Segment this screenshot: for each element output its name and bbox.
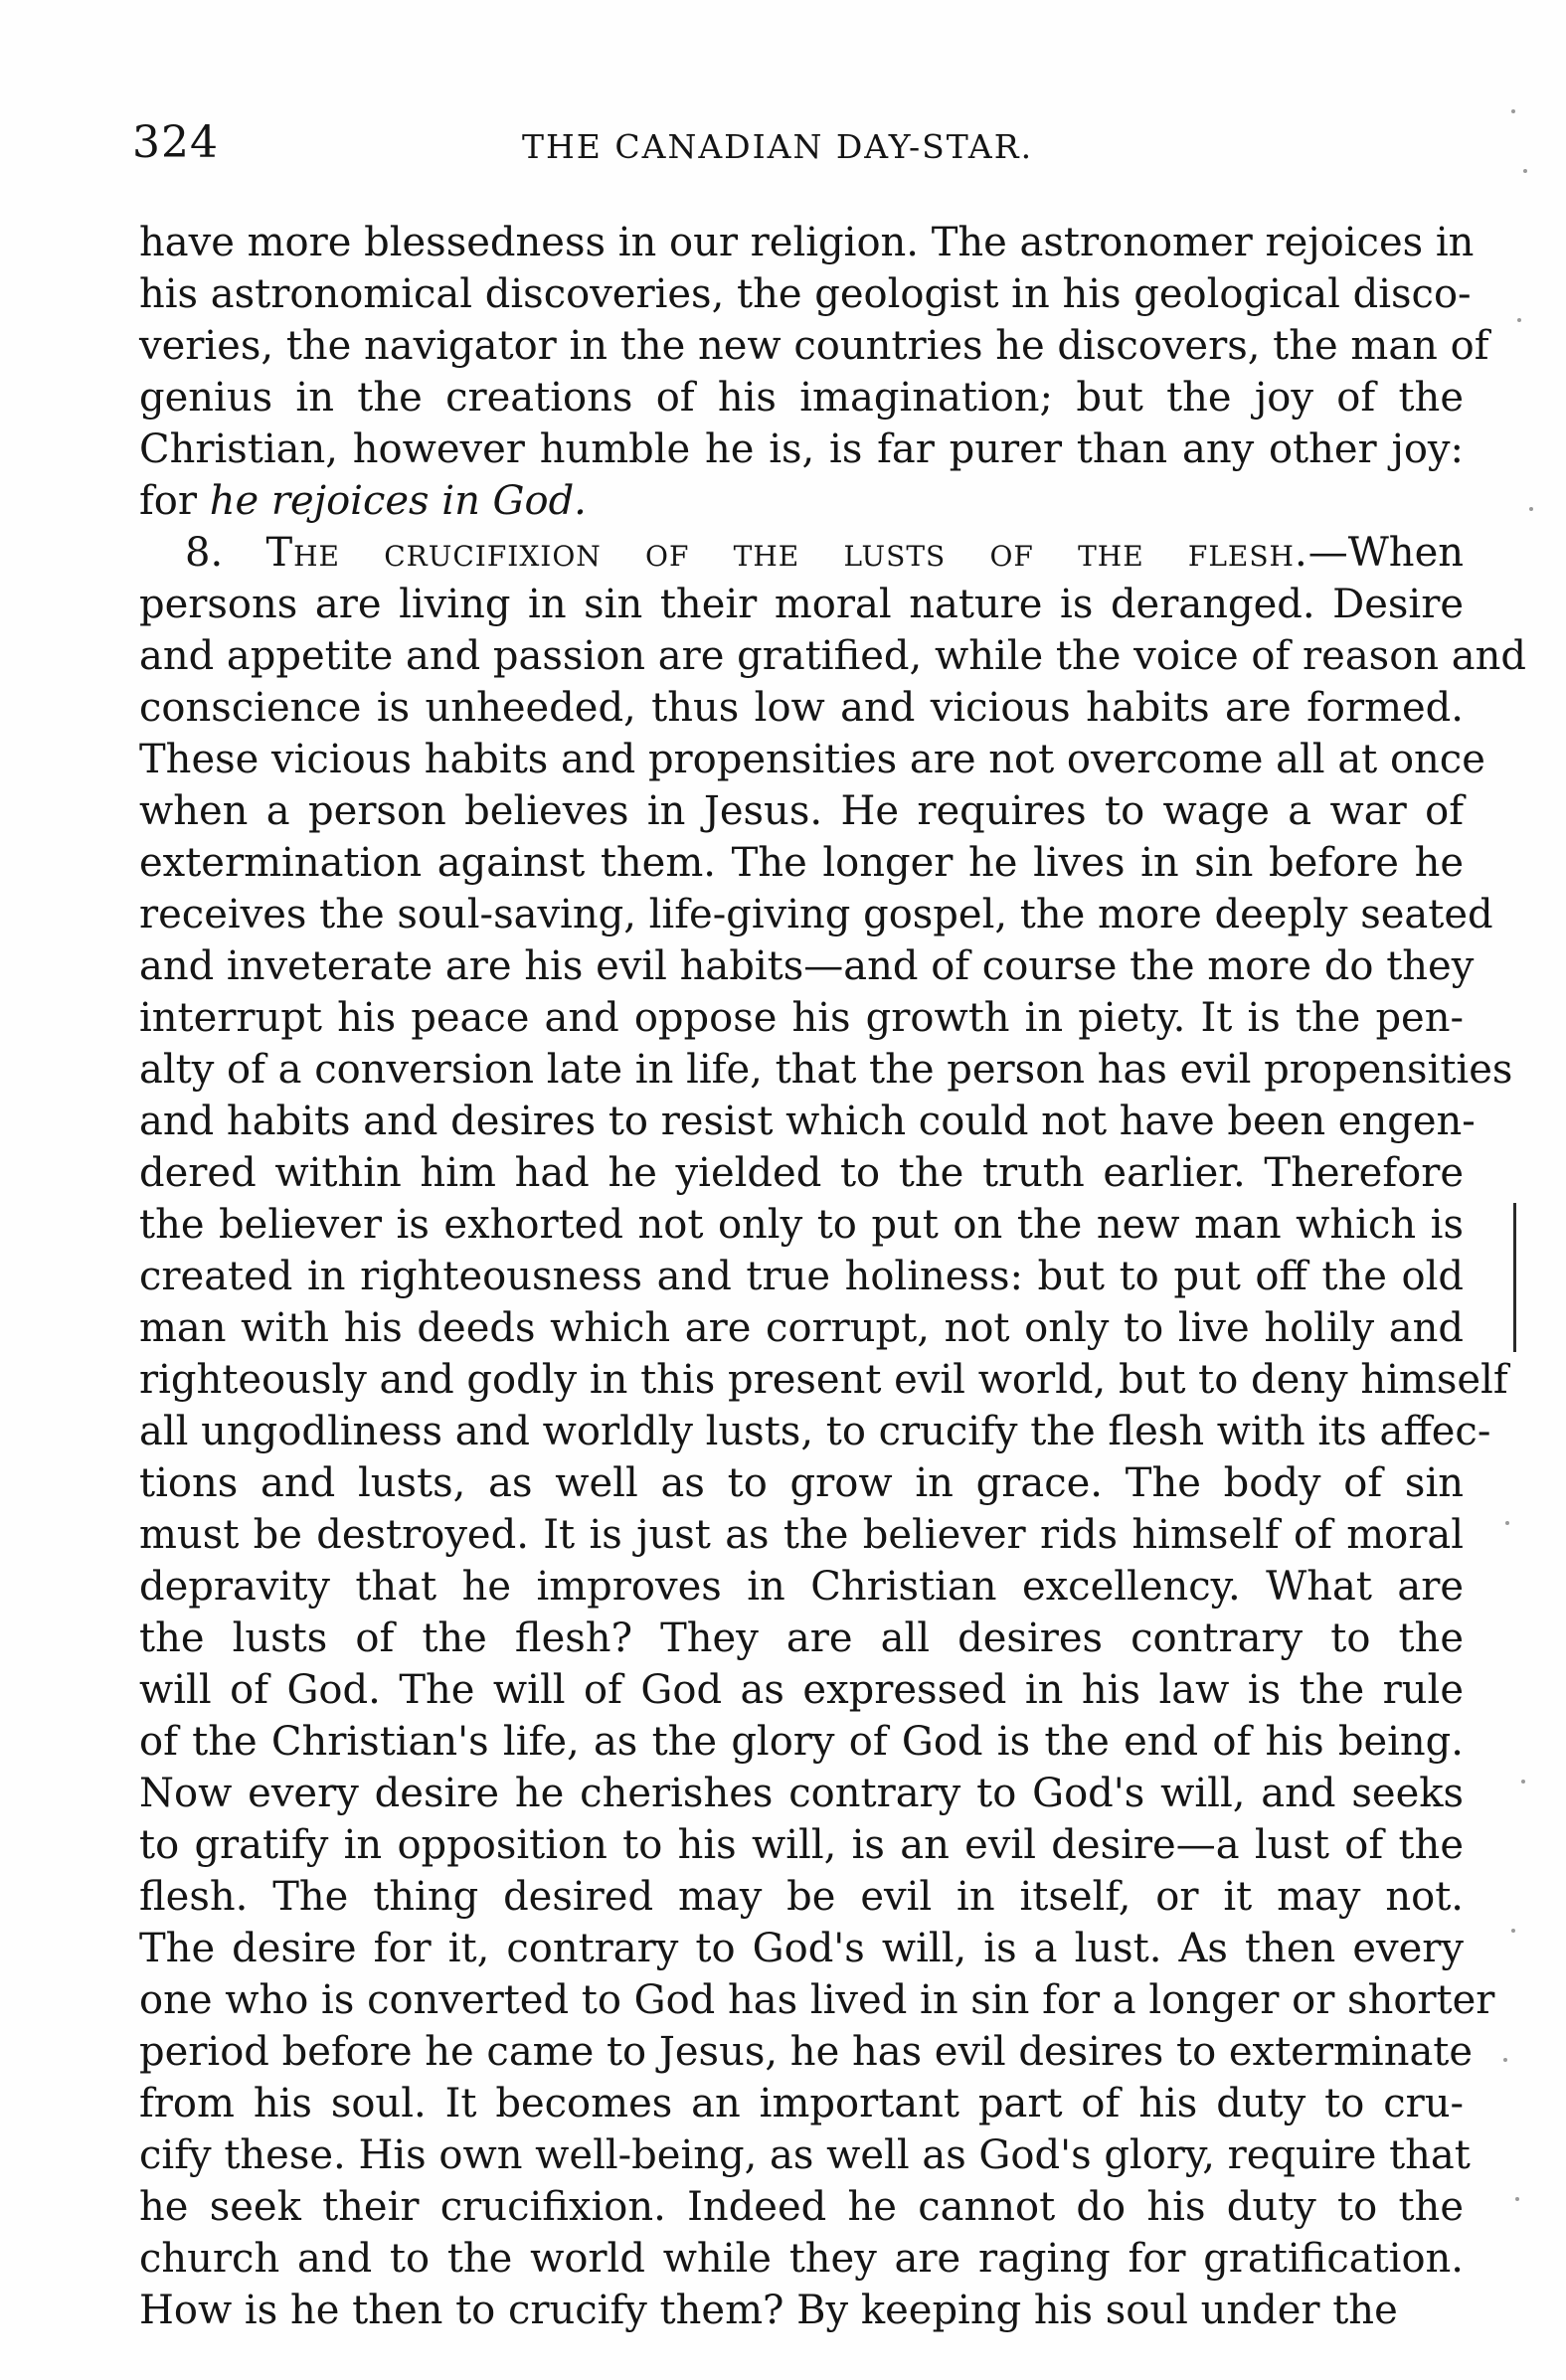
text-line: The desire for it, contrary to God's will, is a lust. As then every bbox=[139, 1926, 1464, 1971]
scan-speck bbox=[1503, 2058, 1507, 2062]
text-line: veries, the navigator in the new countries he discovers, the man of bbox=[139, 323, 1489, 369]
text-line: genius in the creations of his imagination; but the joy of the bbox=[139, 375, 1464, 421]
text-line: he seek their crucifixion. Indeed he cannot do his duty to the bbox=[139, 2184, 1464, 2230]
text-line: dered within him had he yielded to the truth earlier. Therefore bbox=[139, 1150, 1464, 1196]
text-line: all ungodliness and worldly lusts, to crucify the flesh with its affec- bbox=[139, 1409, 1491, 1454]
running-head: THE CANADIAN DAY-STAR. bbox=[522, 127, 1034, 166]
text-line: his astronomical discoveries, the geologist in his geological disco- bbox=[139, 271, 1472, 317]
scan-speck bbox=[1511, 109, 1515, 113]
margin-rule bbox=[1513, 1203, 1516, 1352]
text-line: persons are living in sin their moral nature is deranged. Desire bbox=[139, 582, 1464, 627]
text-line: interrupt his peace and oppose his growth in piety. It is the pen- bbox=[139, 995, 1464, 1041]
text-line: of the Christian's life, as the glory of God is the end of his being. bbox=[139, 1719, 1464, 1765]
text-line: tions and lusts, as well as to grow in grace. The body of sin bbox=[139, 1460, 1464, 1506]
text-line: created in righteousness and true holiness: but to put off the old bbox=[139, 1254, 1464, 1299]
text-line: period before he came to Jesus, he has evil desires to exterminate bbox=[139, 2029, 1474, 2075]
text-line: righteously and godly in this present evil world, but to deny himself bbox=[139, 1357, 1508, 1403]
scan-speck bbox=[1521, 1780, 1525, 1784]
text-line: and inveterate are his evil habits—and of course the more do they bbox=[139, 943, 1475, 989]
text-line: have more blessedness in our religion. The astronomer rejoices in bbox=[139, 220, 1475, 265]
text-line: when a person believes in Jesus. He requires to wage a war of bbox=[139, 788, 1464, 834]
text-line: one who is converted to God has lived in sin for a longer or shorter bbox=[139, 1977, 1495, 2023]
scan-speck bbox=[1505, 1521, 1509, 1525]
section-number: 8. bbox=[185, 530, 266, 576]
scan-edge-marks bbox=[1481, 89, 1551, 2277]
scan-speck bbox=[1523, 169, 1527, 173]
italic-phrase: he rejoices in God. bbox=[209, 478, 587, 524]
scan-speck bbox=[1517, 318, 1521, 322]
text-line: man with his deeds which are corrupt, not only to live holily and bbox=[139, 1305, 1464, 1351]
page-header bbox=[132, 117, 1455, 177]
page-number: 324 bbox=[132, 117, 219, 168]
text-line: the lusts of the flesh? They are all desires contrary to the bbox=[139, 1615, 1464, 1661]
text-line: receives the soul-saving, life-giving gospel, the more deeply seated bbox=[139, 892, 1493, 937]
text-line: flesh. The thing desired may be evil in itself, or it may not. bbox=[139, 1874, 1464, 1920]
text-line-italic-end bbox=[139, 475, 1464, 527]
text-line: church and to the world while they are raging for gratification. bbox=[139, 2236, 1464, 2282]
body-text bbox=[139, 217, 1526, 2336]
section-title: The crucifixion of the lusts of the flesh. bbox=[265, 530, 1308, 576]
text-line: These vicious habits and propensities are not overcome all at once bbox=[139, 737, 1485, 782]
text-line: and habits and desires to resist which could not have been engen- bbox=[139, 1099, 1476, 1144]
text-line: to gratify in opposition to his will, is an evil desire—a lust of the bbox=[139, 1822, 1464, 1868]
text-line: must be destroyed. It is just as the believer rids himself of moral bbox=[139, 1512, 1464, 1558]
text-line: alty of a conversion late in life, that the person has evil propensities bbox=[139, 1047, 1513, 1093]
scan-speck bbox=[1529, 507, 1533, 511]
text-line: from his soul. It becomes an important part of his duty to cru- bbox=[139, 2081, 1464, 2126]
text-line: cify these. His own well-being, as well as God's glory, require that bbox=[139, 2132, 1471, 2178]
text-line: extermination against them. The longer he lives in sin before he bbox=[139, 840, 1464, 886]
text-line: conscience is unheeded, thus low and vicious habits are formed. bbox=[139, 685, 1464, 731]
section-continuation: —When bbox=[1307, 530, 1464, 576]
section-heading-line bbox=[139, 527, 1464, 579]
scan-speck bbox=[1511, 1929, 1515, 1933]
text-line: Now every desire he cherishes contrary to God's will, and seeks bbox=[139, 1771, 1464, 1816]
text-line: will of God. The will of God as expressed in his law is the rule bbox=[139, 1667, 1464, 1713]
text-line: and appetite and passion are gratified, while the voice of reason and bbox=[139, 633, 1526, 679]
text-line: the believer is exhorted not only to put on the new man which is bbox=[139, 1202, 1464, 1248]
text-fragment: for bbox=[139, 478, 210, 524]
text-line: Christian, however humble he is, is far purer than any other joy: bbox=[139, 426, 1464, 472]
scan-speck bbox=[1515, 2197, 1519, 2201]
text-line: How is he then to crucify them? By keeping his soul under the bbox=[139, 2288, 1398, 2333]
text-line: depravity that he improves in Christian excellency. What are bbox=[139, 1564, 1464, 1610]
